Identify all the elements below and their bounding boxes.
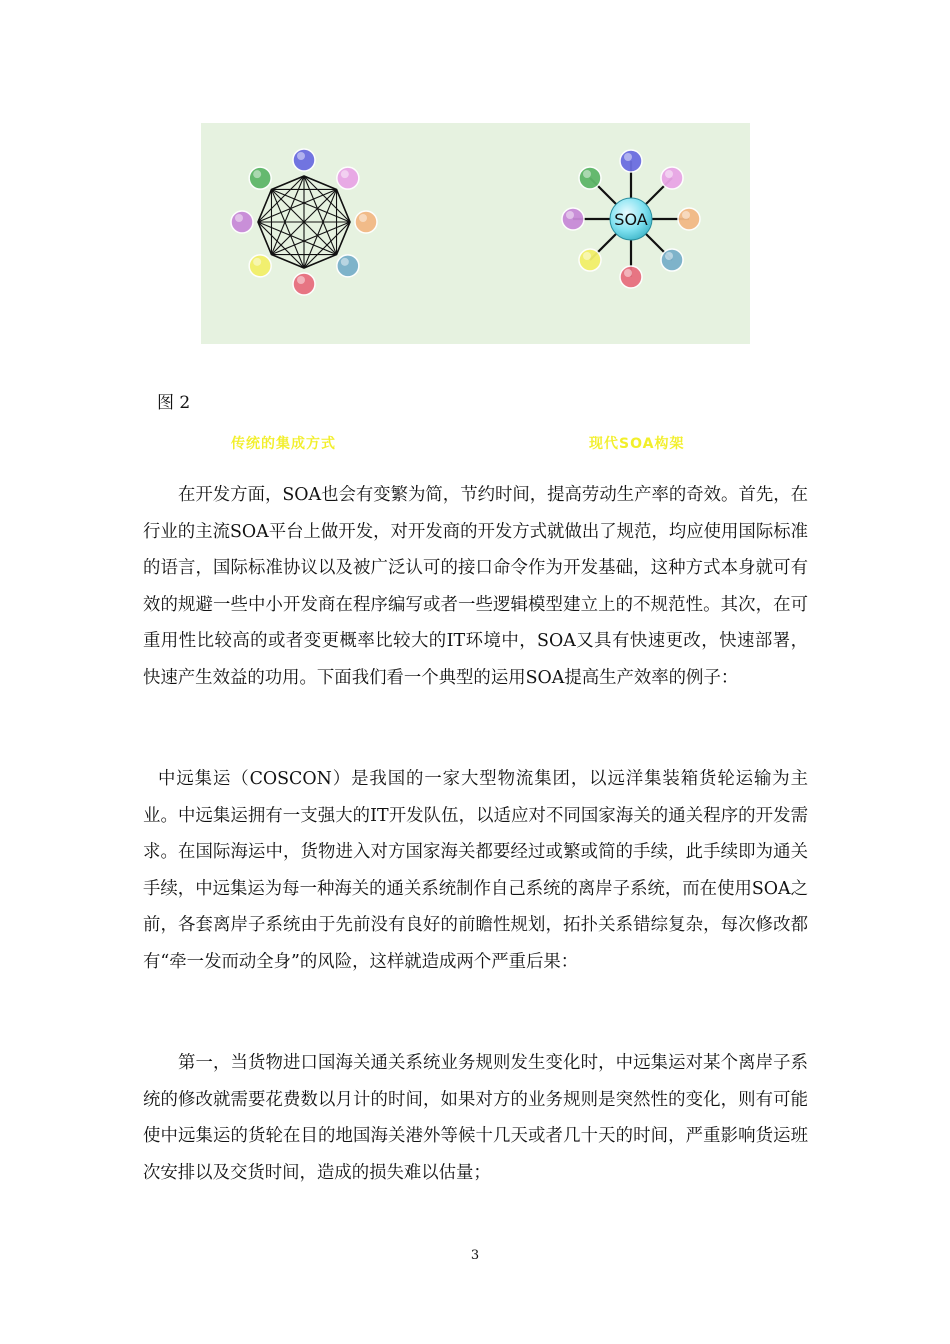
mesh-node — [249, 167, 271, 189]
star-node — [579, 249, 601, 271]
mesh-node — [231, 211, 253, 233]
mesh-node — [249, 255, 271, 277]
soa-hub-label: SOA — [614, 210, 648, 229]
traditional-mesh-network — [231, 149, 377, 295]
mesh-node — [293, 273, 315, 295]
modern-soa-label: 现代SOA构架 — [589, 436, 685, 452]
star-node — [620, 150, 642, 172]
mesh-node — [337, 167, 359, 189]
soa-diagram-figure — [201, 123, 750, 452]
soa-star-network — [562, 150, 700, 288]
mesh-node — [355, 211, 377, 233]
paragraph-development: 在开发方面，SOA也会有变繁为简，节约时间，提高劳动生产率的奇效。首先，在行业的主流SOA平台上做开发，对开发商的开发方式就做出了规范，均应使用国际标准的语言，国际标准协议以及被广泛认可的接口命令作为开发基础，这种方式本身就可有效的规避一些中小开发商在程序编写或者一些逻辑模型建立上的不规范性。其次，在可重用性比较高的或者变更概率比较大的IT环境中，SOA又具有快速更改，快速部署，快速产生效益的功用。下面我们看一个典型的运用SOA提高生产效率的例子： — [143, 485, 809, 688]
integration-diagram — [201, 123, 750, 344]
star-node — [562, 208, 584, 230]
figure-caption: 图 2 — [157, 393, 191, 413]
page-number: 3 — [470, 1248, 480, 1263]
star-node — [661, 249, 683, 271]
traditional-integration-label: 传统的集成方式 — [231, 436, 336, 452]
star-node — [620, 266, 642, 288]
mesh-node — [337, 255, 359, 277]
paragraph-coscon: 中远集运（COSCON）是我国的一家大型物流集团，以远洋集装箱货轮运输为主业。中远集运拥有一支强大的IT开发队伍，以适应对不同国家海关的通关程序的开发需求。在国际海运中，货物进入对方国家海关都要经过或繁或简的手续，此手续即为通关手续，中远集运为每一种海关的通关系统制作自己系统的离岸子系统，而在使用SOA之前，各套离岸子系统由于先前没有良好的前瞻性规划，拓扑关系错综复杂，每次修改都有“牵一发而动全身”的风险，这样就造成两个严重后果： — [143, 769, 808, 972]
star-node — [661, 167, 683, 189]
star-node — [579, 167, 601, 189]
mesh-node — [293, 149, 315, 171]
paragraph-first-consequence: 第一，当货物进口国海关通关系统业务规则发生变化时，中远集运对某个离岸子系统的修改就需要花费数以月计的时间，如果对方的业务规则是突然性的变化，则有可能使中远集运的货轮在目的地国海关港外等候十几天或者几十天的时间，严重影响货运班次安排以及交货时间，造成的损失难以估量； — [143, 1053, 808, 1183]
star-node — [678, 208, 700, 230]
